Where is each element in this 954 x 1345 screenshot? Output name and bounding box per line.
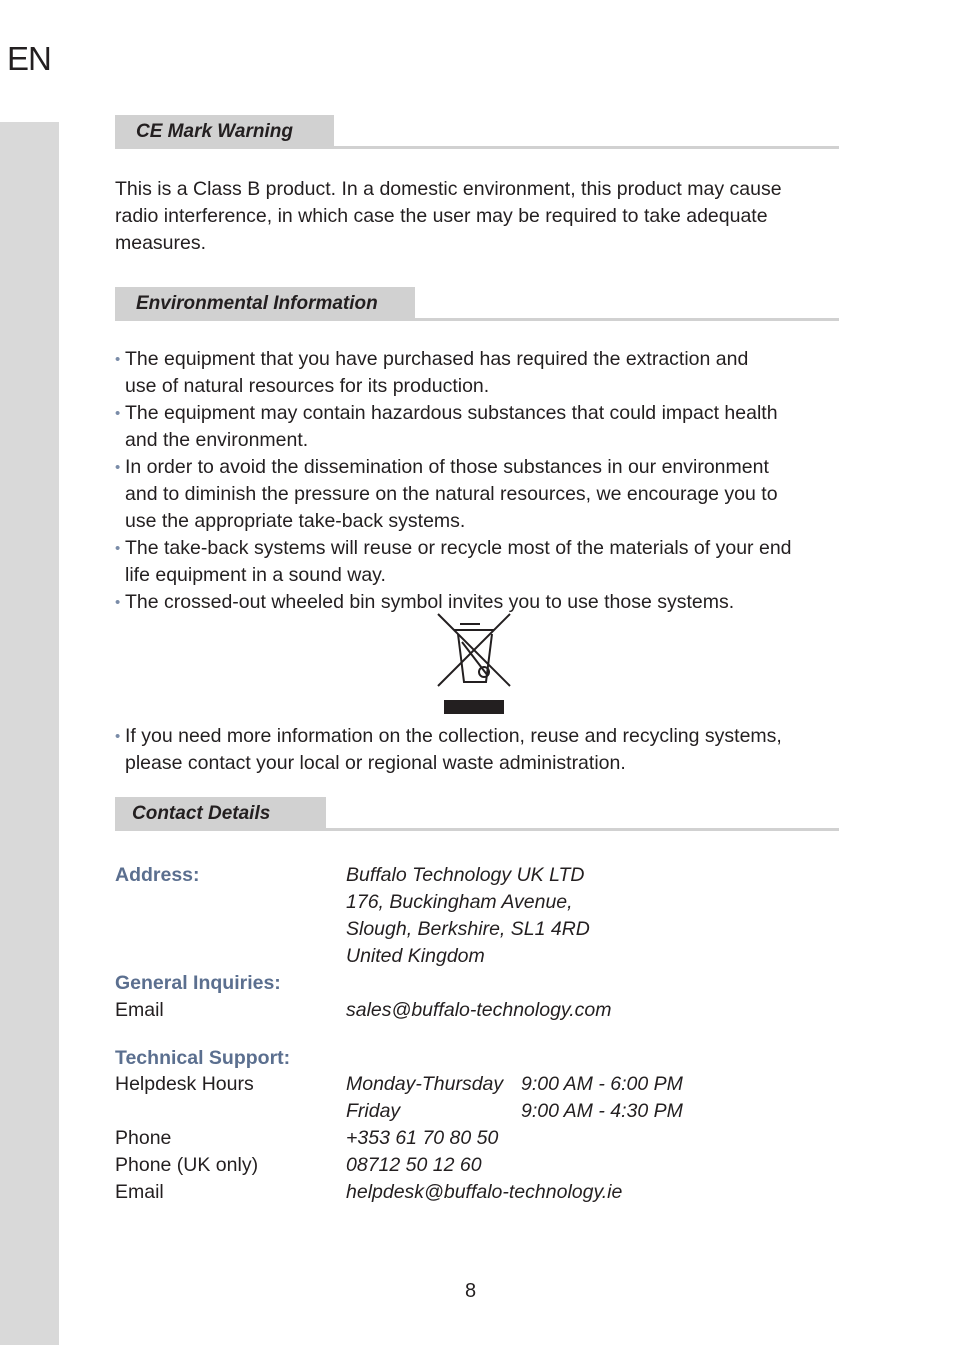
list-item [115,535,855,589]
support-email-label: Email [115,1181,164,1203]
phone-uk-number: 08712 50 12 60 [346,1154,482,1176]
section-rule [115,146,839,149]
env-bullet-list [115,346,855,616]
address-line: United Kingdom [346,945,485,967]
ce-section-header [115,115,839,149]
hours-days: Monday-Thursday [346,1073,504,1095]
bullet-line: The equipment that you have purchased has required the extraction and [125,348,749,370]
env-section-header [115,287,839,321]
bullet-line: In order to avoid the dissemination of those substances in our environment [125,456,769,478]
hours-time: 9:00 AM - 6:00 PM [521,1073,683,1095]
bullet-line: use of natural resources for its production. [125,375,490,397]
paragraph-line: This is a Class B product. In a domestic environment, this product may cause [115,178,782,200]
section-rule [115,318,839,321]
phone-uk-label: Phone (UK only) [115,1154,259,1176]
ce-paragraph [115,176,845,257]
general-email-label: Email [115,999,164,1021]
bullet-line: The take-back systems will reuse or recycle most of the materials of your end [125,537,792,559]
list-item [115,400,855,454]
bullet-line: and to diminish the pressure on the natural resources, we encourage you to [125,483,778,505]
general-email-link[interactable]: sales@buffalo-technology.com [346,999,612,1021]
address-line: 176, Buckingham Avenue, [346,891,573,913]
paragraph-line: radio interference, in which case the user may be required to take adequate [115,205,768,227]
section-title: Environmental Information [115,287,415,319]
phone-number: +353 61 70 80 50 [346,1127,499,1149]
hours-time: 9:00 AM - 4:30 PM [521,1100,683,1122]
bullet-line: and the environment. [125,429,309,451]
helpdesk-hours-label: Helpdesk Hours [115,1073,254,1095]
bullet-line: The equipment may contain hazardous substances that could impact health [125,402,778,424]
phone-label: Phone [115,1127,172,1149]
contact-section-header [115,797,839,831]
list-item [115,454,855,535]
page-number: 8 [465,1280,477,1302]
section-title: CE Mark Warning [115,115,334,147]
bullet-line: please contact your local or regional waste administration. [125,752,626,774]
list-item [115,346,855,400]
bullet-line: use the appropriate take-back systems. [125,510,466,532]
side-margin-bar [0,122,59,1345]
paragraph-line: measures. [115,232,207,254]
address-line: Buffalo Technology UK LTD [346,864,585,886]
bullet-line: life equipment in a sound way. [125,564,386,586]
env-final-bullet [115,723,855,777]
section-rule [115,828,839,831]
bullet-line: The crossed-out wheeled bin symbol invites you to use those systems. [125,591,735,613]
list-item [115,723,855,777]
hours-days: Friday [346,1100,401,1122]
general-inquiries-label: General Inquiries: [115,972,281,994]
crossed-out-wheeled-bin-icon [436,612,512,718]
address-label: Address: [115,864,200,886]
address-line: Slough, Berkshire, SL1 4RD [346,918,590,940]
support-email-link[interactable]: helpdesk@buffalo-technology.ie [346,1181,623,1203]
technical-support-label: Technical Support: [115,1047,291,1069]
language-label: EN [7,40,51,77]
bullet-line: If you need more information on the collection, reuse and recycling systems, [125,725,782,747]
section-title: Contact Details [115,797,326,829]
